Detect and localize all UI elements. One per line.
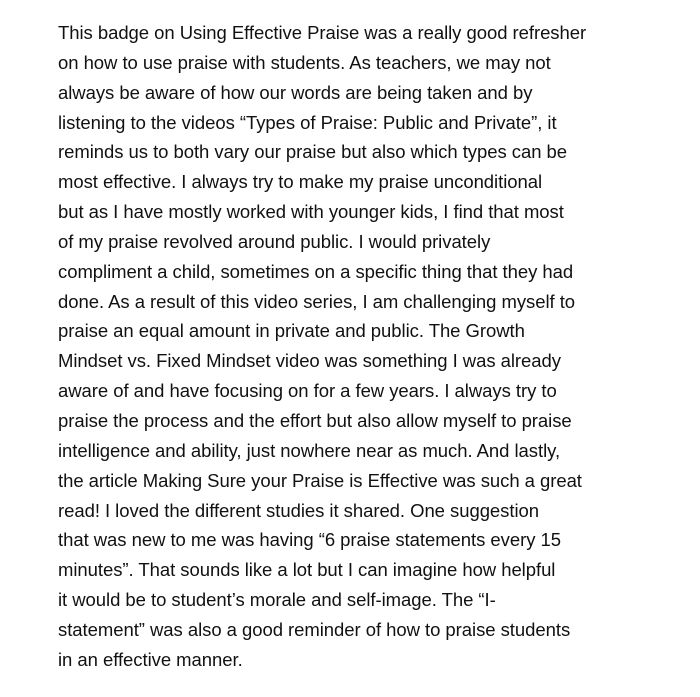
text-line: done. As a result of this video series, I am challenging myself to (58, 290, 576, 312)
text-line: in an effective manner. (58, 648, 243, 670)
text-line: of my praise revolved around public. I would privately (58, 230, 491, 252)
text-line: always be aware of how our words are being taken and by (58, 81, 533, 103)
text-line: praise an equal amount in private and public. The Growth (58, 320, 525, 342)
text-line: compliment a child, sometimes on a specific thing that they had (58, 260, 574, 282)
text-line: most effective. I always try to make my praise unconditional (58, 171, 543, 193)
text-line: minutes”. That sounds like a lot but I can imagine how helpful (58, 559, 556, 581)
paragraph (58, 18, 698, 675)
text-line: it would be to student’s morale and self-image. The “I- (58, 589, 496, 611)
text-line: This badge on Using Effective Praise was a really good refresher (58, 22, 587, 43)
text-line: aware of and have focusing on for a few years. I always try to (58, 380, 557, 402)
text-line: intelligence and ability, just nowhere near as much. And lastly, (58, 439, 561, 461)
text-line: Mindset vs. Fixed Mindset video was something I was already (58, 350, 561, 372)
text-line: the article Making Sure your Praise is Effective was such a great (58, 469, 582, 491)
text-line: reminds us to both vary our praise but also which types can be (58, 141, 568, 163)
text-line: statement” was also a good reminder of how to praise students (58, 618, 571, 640)
text-line: praise the process and the effort but also allow myself to praise (58, 409, 572, 431)
text-line: but as I have mostly worked with younger kids, I find that most (58, 201, 564, 223)
text-line: read! I loved the different studies it shared. One suggestion (58, 499, 539, 521)
text-line: that was new to me was having “6 praise statements every 15 (58, 529, 561, 551)
text-line: listening to the videos “Types of Praise: Public and Private”, it (58, 111, 557, 133)
text-line: on how to use praise with students. As teachers, we may not (58, 51, 551, 73)
